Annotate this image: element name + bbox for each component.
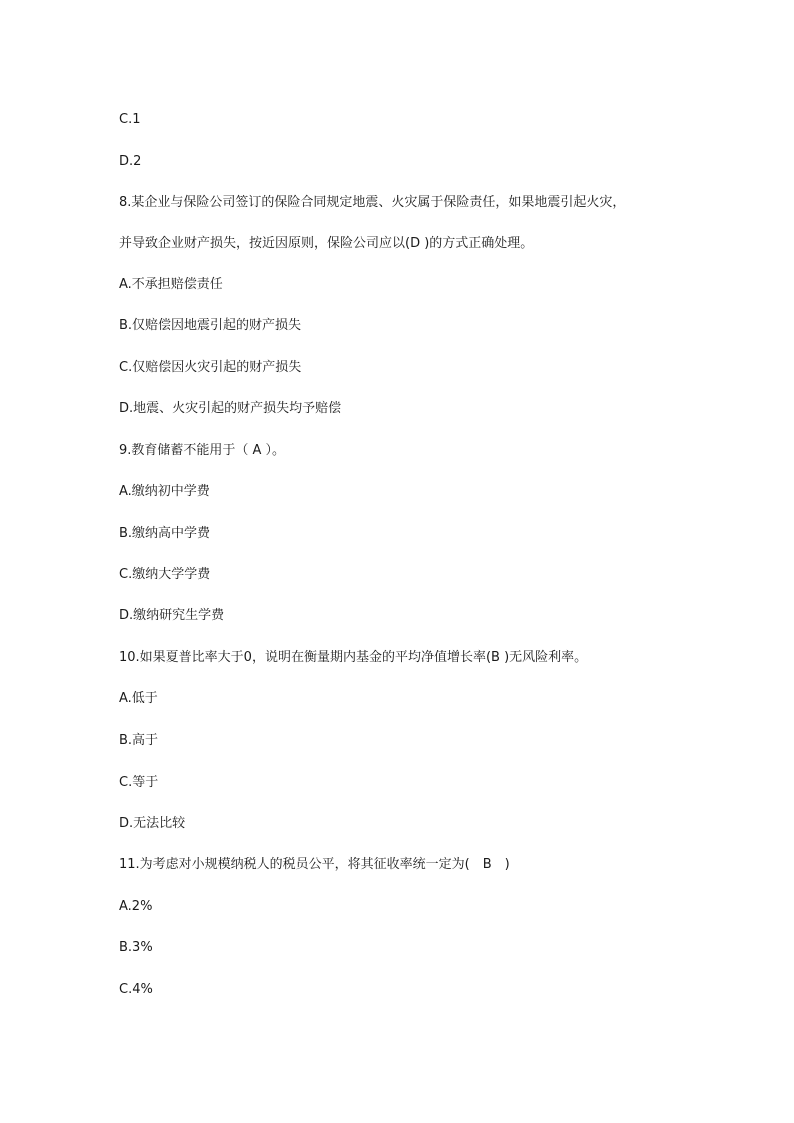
option-b-q11: B.3% [119,940,153,955]
option-c-q7: C.1 [119,112,141,127]
option-c-q9: C.缴纳大学学费 [119,567,211,582]
option-a-q11: A.2% [119,899,153,914]
option-c-q8: C.仅赔偿因火灾引起的财产损失 [119,360,302,375]
question-8-line-2: 并导致企业财产损失，按近因原则，保险公司应以(D )的方式正确处理。 [119,236,534,251]
option-b-q10: B.高于 [119,733,159,748]
option-c-q10: C.等于 [119,775,159,790]
option-b-q9: B.缴纳高中学费 [119,526,211,541]
option-d-q9: D.缴纳研究生学费 [119,608,225,623]
option-d-q10: D.无法比较 [119,816,186,831]
question-11: 11.为考虑对小规模纳税人的税员公平，将其征收率统一定为( B ) [119,857,510,872]
option-d-q8: D.地震、火灾引起的财产损失均予赔偿 [119,401,342,416]
option-b-q8: B.仅赔偿因地震引起的财产损失 [119,318,302,333]
option-a-q9: A.缴纳初中学费 [119,484,210,499]
option-a-q8: A.不承担赔偿责任 [119,277,223,292]
question-8-line-1: 8.某企业与保险公司签订的保险合同规定地震、火灾属于保险责任，如果地震引起火灾， [119,195,626,210]
question-10: 10.如果夏普比率大于0，说明在衡量期内基金的平均净值增长率(B )无风险利率。 [119,650,588,665]
option-a-q10: A.低于 [119,691,158,706]
question-9: 9.教育储蓄不能用于（ A ）。 [119,443,286,458]
option-d-q7: D.2 [119,154,142,169]
option-c-q11: C.4% [119,982,153,997]
